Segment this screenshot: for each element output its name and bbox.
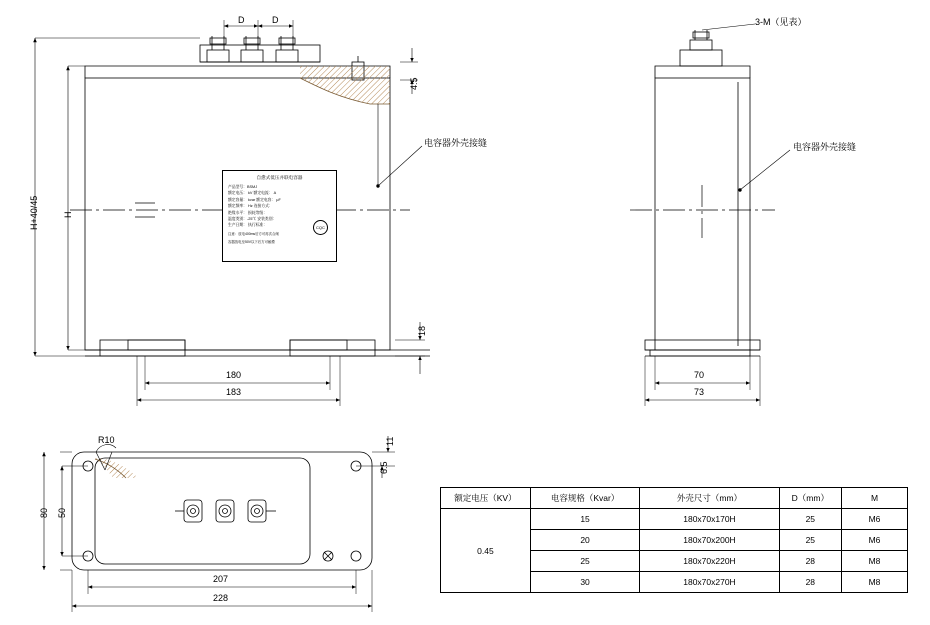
cell-kvar: 30 (530, 572, 640, 593)
dim-label-d-left: D (238, 15, 245, 25)
specification-table (440, 487, 908, 593)
dim-label-80: 80 (39, 507, 49, 518)
dim-label-207: 207 (213, 574, 229, 584)
nameplate-line: 额定频率： Hz 连接方式： (228, 204, 273, 209)
dim-label-4-5: 4.5 (409, 77, 419, 90)
dim-label-h-total: H+40/45 (29, 195, 39, 230)
dim-label-228: 228 (213, 593, 229, 603)
nameplate-title: 自愈式低压并联电容器 (256, 175, 303, 180)
dim-label-70: 70 (694, 370, 705, 380)
dim-label-r10: R10 (98, 435, 115, 445)
header-capacitance: 电容规格（Kvar） (530, 488, 640, 509)
nameplate-line: 额定容量： kvar 额定电容： μF (228, 197, 281, 202)
thread-note-label: 3-M（见表） (755, 17, 807, 27)
front-weld-seam-label: 电容器外壳接缝 (424, 138, 488, 148)
nameplate-line: 绝缘水平： 损耗等级： (228, 210, 268, 215)
dim-label-180: 180 (226, 370, 242, 380)
dim-label-h-body: H (63, 211, 73, 218)
side-weld-seam-label: 电容器外壳接缝 (793, 142, 857, 152)
dim-label-50: 50 (57, 507, 67, 518)
cell-kvar: 20 (530, 530, 640, 551)
cell-m: M8 (842, 551, 908, 572)
table-row (441, 509, 908, 530)
dim-label-6-5: 6.5 (379, 461, 389, 474)
cell-size: 180x70x270H (640, 572, 779, 593)
cell-d: 28 (779, 551, 841, 572)
dim-label-18: 18 (417, 325, 427, 336)
dim-label-11: 11 (385, 436, 395, 446)
cell-size: 180x70x220H (640, 551, 779, 572)
dim-label-183: 183 (226, 387, 242, 397)
nameplate-footer-line: 容器放电至50V以下后方可触摸 (228, 239, 275, 244)
cell-rated-voltage: 0.45 (441, 509, 531, 593)
cell-kvar: 25 (530, 551, 640, 572)
header-case-size: 外壳尺寸（mm） (640, 488, 779, 509)
dim-label-d-right: D (272, 15, 279, 25)
cell-kvar: 15 (530, 509, 640, 530)
cell-m: M6 (842, 509, 908, 530)
cell-size: 180x70x200H (640, 530, 779, 551)
certification-logo-icon: CQC (313, 220, 328, 235)
header-m: M (842, 488, 908, 509)
dim-label-73: 73 (694, 387, 705, 397)
header-rated-voltage: 额定电压（KV） (441, 488, 531, 509)
nameplate-line: 温度类别：-25℃ 安装类别： (228, 217, 277, 222)
cell-d: 28 (779, 572, 841, 593)
cell-d: 25 (779, 530, 841, 551)
header-d: D（mm） (779, 488, 841, 509)
cell-m: M6 (842, 530, 908, 551)
nameplate-line: 额定电压： kV 额定电流： A (228, 191, 277, 196)
nameplate-footer-line: 注意：放电400ms后方可再次合闸 (228, 231, 279, 236)
nameplate-line: 生产日期： 执行标准： (228, 223, 268, 228)
cell-d: 25 (779, 509, 841, 530)
product-nameplate (222, 170, 337, 262)
cell-m: M8 (842, 572, 908, 593)
nameplate-line: 产品型号：BSMJ (228, 185, 258, 189)
cell-size: 180x70x170H (640, 509, 779, 530)
table-header-row (441, 488, 908, 509)
